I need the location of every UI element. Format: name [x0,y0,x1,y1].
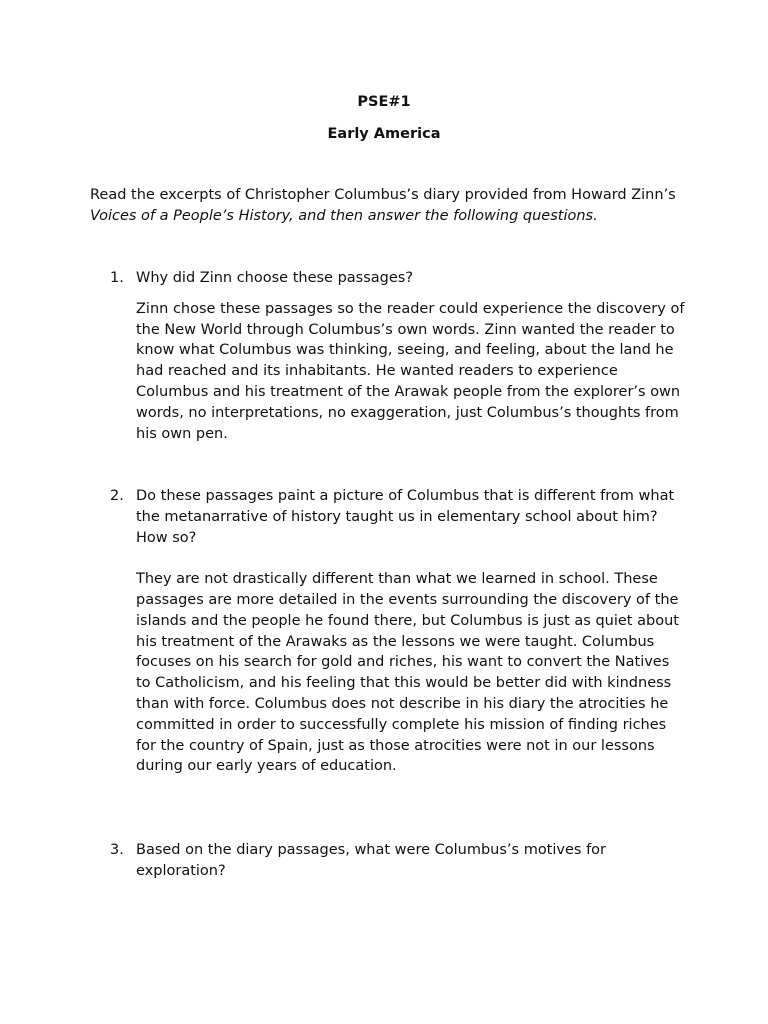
document-code: PSE#1 [357,94,411,110]
question-number: 1. [110,270,124,286]
question-item-3 [110,840,690,882]
question-text: Based on the diary passages, what were Columbus’s motives for exploration? [136,842,607,879]
question-text: Why did Zinn choose these passages? [136,270,414,286]
question-item-2 [110,486,690,777]
answer-text: They are not drastically different than what we learned in school. These passages are more detailed in the events surrounding the discovery of the islands and the people he found there, but Columbus is just as quiet about his treatment of the Arawaks as the lessons we were taught. Columbus focuses on his search for gold and riches, his want to convert the Natives to Catholicism, and his feeling that this would be better did with kindness than with force. Columbus does not describe in his diary the atrocities he committed in order to successfully complete his mission of finding riches for the country of Spain, just as those atrocities were not in our lessons during our early years of education. [136,571,679,775]
question-number: 3. [110,842,124,858]
intro-text: Read the excerpts of Christopher Columbus’s diary provided from Howard Zinn’s [90,187,676,203]
intro-paragraph [90,185,690,227]
document-title: Early America [327,126,441,142]
intro-book-title: Voices of a People’s History, and then answer the following questions. [90,207,598,224]
question-number: 2. [110,488,124,504]
answer-text: Zinn chose these passages so the reader could experience the discovery of the New World through Columbus’s own words. Zinn wanted the reader to know what Columbus was thinking, seeing, and feeling, about the land he had reached and its inhabitants. He wanted readers to experience Columbus and his treatment of the Arawak people from the explorer’s own words, no interpretations, no exaggeration, just Columbus’s thoughts from his own pen. [136,300,685,442]
question-item-1 [110,268,690,444]
question-text: Do these passages paint a picture of Columbus that is different from what the metanarrative of history taught us in elementary school about him? How so? [136,488,675,546]
